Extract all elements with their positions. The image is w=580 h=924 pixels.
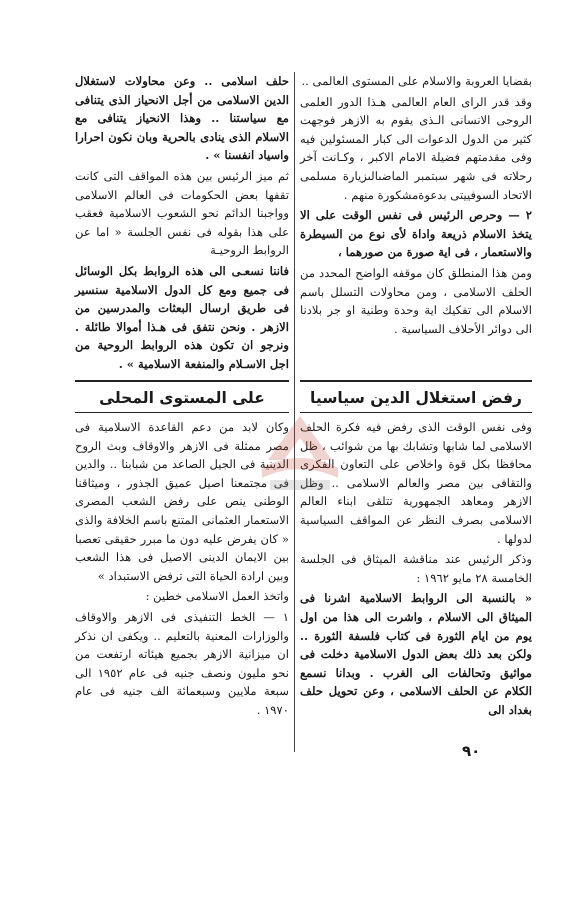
right-top-paragraph: ٢ — وحرص الرئيس فى نفس الوقت على الا يتخذ الاسلام ذريعة واداة لأى نوع من السيطرة والاستعمار ، فى اية صورة من صورهما ، [300,208,532,260]
left-bottom-paragraph: واتخذ العمل الاسلامى خطين : [145,589,289,604]
left-bottom-paragraph: ١ — الخط التنفيذى فى الازهر والاوقاف والوزارات المعنية بالتعليم .. ويكفى ان نذكر ان ميزانية الازهر بجميع هيئاته ارتفعت من نحو مليون ونصف جنيه فى عام ١٩٥٢ الى سبعة ملايين وسبعمائة الف جنيه فى عام ١٩٧٠ . [75,609,289,717]
vertical-column-rule [294,72,295,752]
headline-underline-right [300,412,532,413]
column-divider-rule-right [300,380,532,382]
left-top-paragraph: حلف اسلامى .. وعن محاولات لاستغلال الدين الاسلامى من أجل الانحياز الذى يتنافى مع سياستنا .. وهذا الانحياز يتنافى مع الاسلام الذى ينادى بالحرية وبان نكون احرارا واسياد انفسنا » . [75,74,289,163]
left-top-paragraph: ثم ميز الرئيس بين هذه المواقف التى كانت تقفها بعض الحكومات فى العالم الاسلامى وواجبنا الدائم نحو الشعوب الاسلامية فعقب على هذا بقوله فى نفس الجلسة « اما عن الروابط الروحيـة [75,168,289,258]
column-divider-rule-left [75,380,289,382]
left-bottom-paragraph: وكان لابد من دعم القاعدة الاسلامية فى مصر ممثلة فى الازهر والاوقاف وبث الروح الدينية فى الجيل الصاعد من شبابنا .. والدين فى مجتمعنا اصيل عميق الجذور ، وميثاقنا الوطنى ينص على رفض الشعب المصرى الاستعمار العثمانى المتنع باسم الخلافة والذى « كان يفرض عليه دون ما مبرر حقيقى تعصبا بين الايمان الدينى الاصيل فى هذا الشعب وبين ارادة الحياة التى ترفض الاستبداد » [75,420,289,583]
headline-underline-left [75,412,289,413]
page-number: ٩٠ [462,742,481,760]
right-bottom-column [300,418,532,722]
right-bottom-paragraph: « بالنسبة الى الروابط الاسلامية اشرنا فى الميثاق الى الاسلام ، واشرت الى هذا من اول يوم من ايام الثورة فى كتاب فلسفة الثورة .. ولكن بعد ذلك بعض الدول الاسلامية دخلت فى مواثيق وتحالفات الى الغرب . وبدانا نسمع الكلام عن الحلف الاسلامى ، وعن تحويل حلف بغداد الى [300,591,532,717]
section-headline-rejection: رفض استغلال الدين سياسيا [310,389,522,407]
right-top-paragraph: وقد قدر الراى العام العالمى هـذا الدور العلمى الروحى الانسانى الـذى يقوم به الازهر فوجهت كثير من الدول الدعوات الى كبار المسئولين فيه وفى مقدمتهم فضيلة الامام الاكبر ، وكـانت آخر رحلاته فى شهر سبتمبر الماضىالىزيارة مسلمى الاتحاد السوفييتى بدعوةمشكورة منهم . [300,94,532,202]
right-top-paragraph: ومن هذا المنطلق كان موقفه الواضح المحدد من الحلف الاسلامى ، ومن محاولات التسلل باسم الاسلام الى تفكيك اية وحدة وطنية او جر بلادنا الى دوائر الأحلاف السياسية . [300,265,532,336]
right-top-column [300,72,532,340]
right-top-paragraph: بقضايا العروبة والاسلام على المستوى العالمى .. [301,74,532,88]
left-top-column [75,72,289,376]
left-bottom-column [75,418,289,722]
right-bottom-paragraph: وذكر الرئيس عند مناقشة الميثاق فى الجلسة الخامسة ٢٨ مايو ١٩٦٢ : [300,552,532,585]
section-headline-local-level: على المستوى المحلى [99,389,265,407]
left-top-paragraph: فاننا نسعـى الى هذه الروابط بكل الوسائل فى جميع ومع كل الدول الاسلامية سنسير فى طريق ارسال البعثات والمدرسين من الازهر . ونحن نتفق فى هـذا أموالا طائلة . ونرجو ان تكون هذه الروابط الروحية من اجل الاسـلام والمنفعة الاسلامية » . [75,263,289,371]
right-bottom-paragraph: وفى نفس الوقت الذى رفض فيه فكرة الحلف الاسلامى لما شابها وتشابك بها من شوائب ، ظل محافظا بكل قوة واخلاص على التعاون الفكرى والتقافى بين مصر والعالم الاسلامى .. وظل الازهر ومعاهد الجمهورية تتلقى ابناء العالم الاسلامى بصرف النظر عن المواقف السياسية لدولها . [300,420,532,546]
